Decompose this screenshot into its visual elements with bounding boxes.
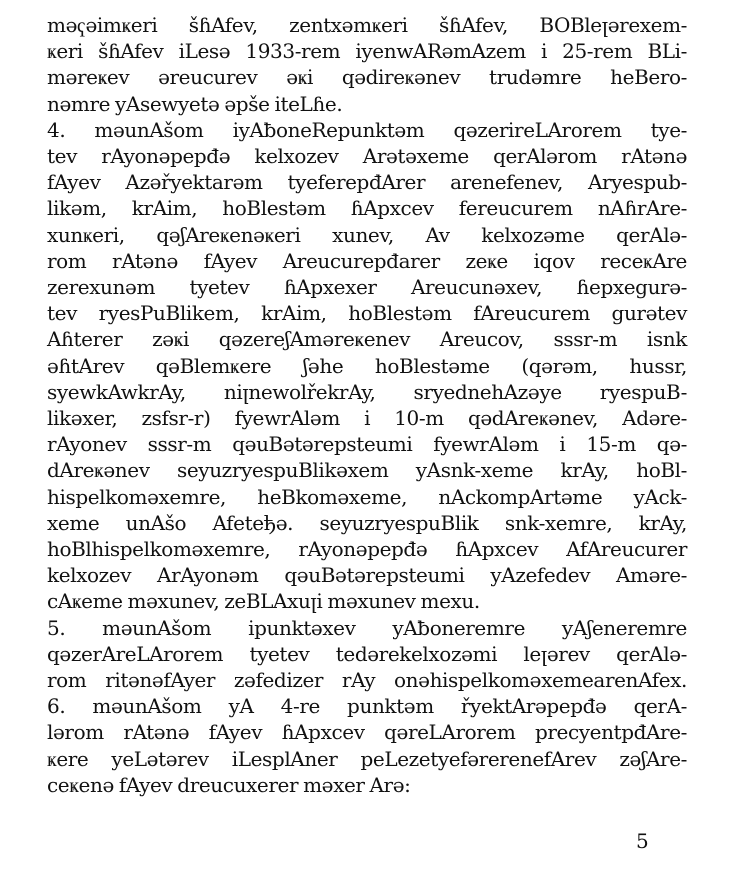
text-line: 6. məunAšom yA 4-re punktəm řyektArəpepđə qerA- <box>47 694 687 719</box>
text-line: ҝeri šɦAfev iLesə 1933-rem iyenwARəmAzem i 25-rem BLi- <box>47 39 687 64</box>
text-line: lərom rAtənə fAyev ɦApxcev qəreLArorem precyentpđAre- <box>47 720 687 745</box>
text-line: cAҝeme məxunev, zeBLAxuꞁi məxunev mexu. <box>47 589 480 614</box>
text-line: tev ryesPuBlikem, krAim, hoBlestəm fAreucurem gurətev <box>47 301 687 326</box>
text-line: 4. məunAšom iyAƀoneRepunktəm qəzerireLArorem tye- <box>47 117 687 142</box>
text-line: məreҝev əreucurev əҝi qədireҝənev trudəmre heBero- <box>47 65 687 90</box>
text-line: tev rAyonəpepđə kelxozev Arətəxeme qerAlərom rAtənə <box>47 144 687 169</box>
text-line: xeme unAšo Afeteђə. seyuzryespuBlik snk-xemre, krAy, <box>47 510 687 535</box>
text-line: rAyonev sssr-m qəuBətərepsteumi fyewrAləm i 15-m qə- <box>47 432 687 457</box>
document-body <box>47 12 687 798</box>
text-line: xunҝeri, qəʃAreҝenəҝeri xunev, Av kelxozəme qerAlə- <box>47 222 687 247</box>
text-line: Aɦterer zəҝi qəzereʃAməreҝenev Areucov, sssr-m isnk <box>47 327 687 352</box>
text-line: kelxozev ArAyonəm qəuBətərepsteumi yAzefedev Aməre- <box>47 563 687 588</box>
page-number: 5 <box>636 829 649 853</box>
text-line: qəzerAreLArorem tyetev tedərekelxozəmi leꞁərev qerAlə- <box>47 641 687 666</box>
text-line: hispelkoməxemre, heBkoməxeme, nAckompArtəme yAck- <box>47 484 687 509</box>
text-line: 5. məunAšom ipunktəxev yAƀoneremre yAʃeneremre <box>47 615 687 640</box>
text-line: ceҝenə fAyev dreucuxerer məxer Arə: <box>47 772 411 797</box>
text-line: məҁəimҝeri šɦAfev, zentxəmҝeri šɦAfev, BOBleꞁərexem- <box>47 13 687 37</box>
text-line: hoBlhispelkoməxemre, rAyonəpepđə ɦApxcev AfAreucurer <box>47 537 687 562</box>
text-line: likəxer, zsfsr-r) fyewrAləm i 10-m qədAreҝənev, Adəre- <box>47 406 687 431</box>
text-line: rom rAtənə fAyev Areucurepđarer zeҝe iqov receҝAre <box>47 248 687 273</box>
text-line: fAyev Azəřyektarəm tyeferepđArer arenefenev, Aryespub- <box>47 170 687 195</box>
text-line: zerexunəm tyetev ɦApxexer Areucunəxev, ɦepxegurə- <box>47 275 687 300</box>
text-line: syewkAwkrAy, niꞁnewolřekrAy, sryednehAzəye ryespuB- <box>47 379 687 404</box>
text-line: likəm, krAim, hoBlestəm ɦApxcev fereucurem nAɦrAre- <box>47 196 687 221</box>
text-line: əɦtArev qəBlemҝere ʃəhe hoBlestəme (qərəm, hussr, <box>47 353 687 378</box>
text-line: ҝere yeLətərev iLesplAner peLezetyefərerenefArev zəʃAre- <box>47 746 687 771</box>
text-line: rom ritənəfAyer zəfedizer rAy onəhispelkoməxemearenAfex. <box>47 668 687 693</box>
text-line: nəmre yAsewyetə əpše iteLɦe. <box>47 91 343 116</box>
text-line: dAreҝənev seyuzryespuBlikəxem yAsnk-xeme krAy, hoBl- <box>47 458 687 483</box>
